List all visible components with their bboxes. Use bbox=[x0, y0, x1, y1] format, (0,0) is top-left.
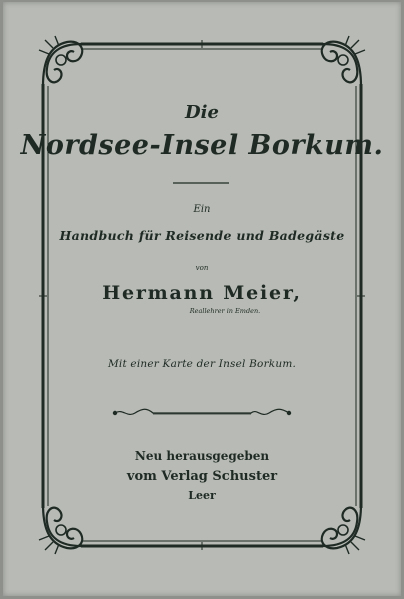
author-name: Hermann Meier, bbox=[102, 282, 302, 304]
corner-ornament-bottom-left bbox=[39, 504, 82, 554]
corner-ornament-top-left bbox=[39, 36, 82, 86]
map-note: Mit einer Karte der Insel Borkum. bbox=[107, 358, 297, 370]
publisher-line-3: Leer bbox=[188, 489, 216, 502]
title-article: Die bbox=[185, 102, 219, 123]
corner-ornament-bottom-right bbox=[322, 504, 365, 554]
by-label: von bbox=[195, 264, 209, 272]
book-subtitle: Handbuch für Reisende und Badegäste bbox=[59, 228, 345, 243]
publisher-line-1: Neu herausgegeben bbox=[134, 449, 270, 463]
author-note: Reallehrer in Emden. bbox=[189, 307, 261, 315]
book-cover bbox=[3, 2, 401, 596]
subtitle-intro: Ein bbox=[193, 204, 211, 215]
wavy-divider bbox=[113, 409, 290, 414]
book-title: Nordsee-Insel Borkum. bbox=[20, 130, 384, 161]
corner-ornament-top-right bbox=[322, 36, 365, 86]
publisher-line-2: vom Verlag Schuster bbox=[126, 469, 278, 484]
